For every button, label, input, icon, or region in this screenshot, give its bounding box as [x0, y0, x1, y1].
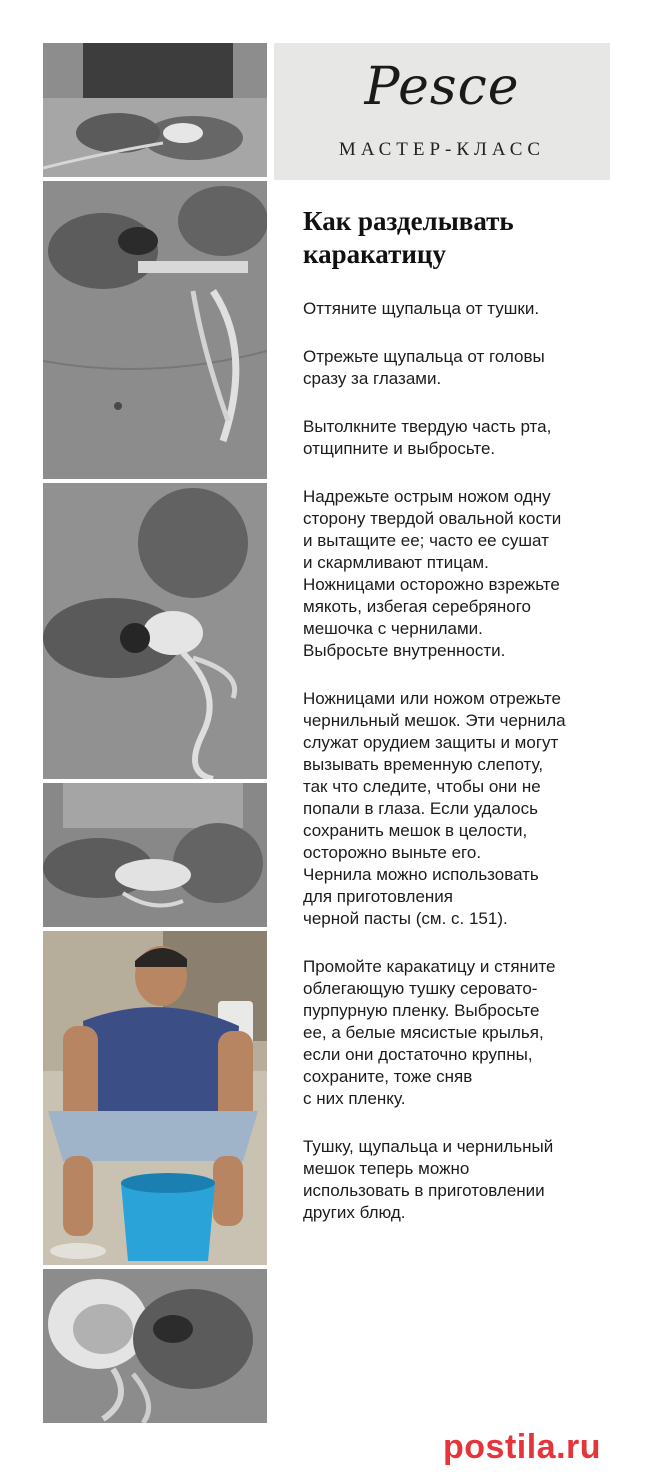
- step-2: Отрежьте щупальца от головы сразу за глазами.: [303, 347, 545, 388]
- article-heading: Как разделывать каракатицу: [303, 206, 514, 269]
- step-7: Тушку, щупальца и чернильный мешок теперь можно использовать в приготовлении других блюд.: [303, 1137, 554, 1222]
- watermark-dot: .: [556, 1428, 567, 1466]
- watermark-name: postila: [443, 1428, 557, 1466]
- header-banner: [274, 43, 610, 180]
- step-1: Оттяните щупальца от тушки.: [303, 299, 540, 318]
- photo-removing-bone: [43, 483, 267, 779]
- section-subtitle: МАСТЕР-КЛАСС: [338, 139, 546, 160]
- instruction-steps: [303, 298, 638, 1250]
- photo-washing-in-bucket: [43, 931, 267, 1265]
- photo-strip: [43, 43, 267, 1423]
- photo-peeling-skin: [43, 1269, 267, 1423]
- step-5: Ножницами или ножом отрежьте чернильный мешок. Эти чернила служат орудием защиты и могут вызывать временную слепоту, так что следите, чтобы они не попали в глаза. Если удалось сохранить мешок в целости, осторожно выньте его. Чернила можно использовать для приготовления черной пасты (см. с. 151).: [303, 689, 566, 928]
- photo-cutting-head: [43, 181, 267, 479]
- step-4: Надрежьте острым ножом одну сторону твердой овальной кости и вытащите ее; часто ее сушат и скармливают птицам. Ножницами осторожно взрежьте мякоть, избегая серебряного мешочка с чернилами. Выбросьте внутренности.: [303, 487, 562, 660]
- watermark-tld: ru: [566, 1428, 602, 1466]
- step-6: Промойте каракатицу и стяните облегающую тушку серовато- пурпурную пленку. Выбросьте ее, а белые мясистые крылья, если они достаточно крупны, сохраните, тоже сняв с них пленку.: [303, 957, 556, 1108]
- step-3: Вытолкните твердую часть рта, отщипните и выбросьте.: [303, 417, 552, 458]
- photo-ink-sac: [43, 783, 267, 927]
- watermark: [443, 1428, 601, 1467]
- photo-pulling-tentacles: [43, 43, 267, 177]
- section-title: Pesce: [364, 57, 520, 117]
